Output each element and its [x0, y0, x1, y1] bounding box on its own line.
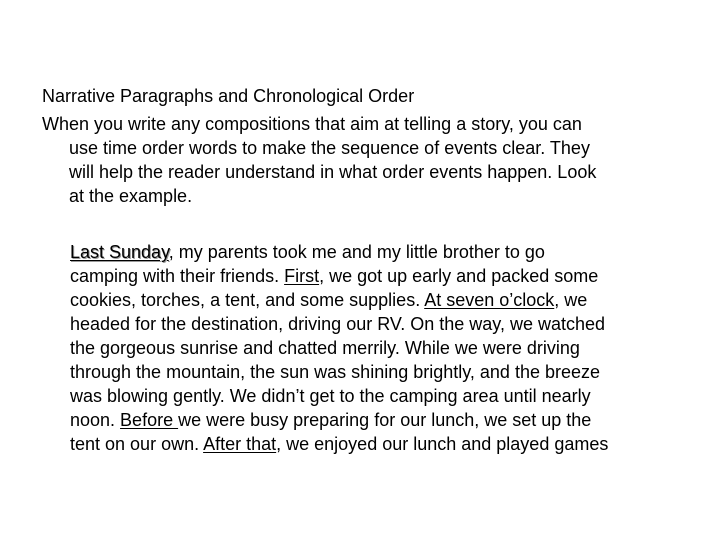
example-text: tent on our own. [70, 434, 204, 454]
example-line [70, 288, 690, 312]
example-text: camping with their friends. [70, 266, 285, 286]
intro-line: will help the reader understand in what order events happen. Look [69, 162, 597, 182]
time-order-word: At seven o’clock [424, 290, 555, 310]
example-line: was blowing gently. We didn’t get to the camping area until nearly [70, 386, 591, 406]
example-text: , we [554, 290, 588, 310]
example-line [70, 432, 690, 456]
time-order-word: After that [203, 434, 277, 454]
intro-line: When you write any compositions that aim at telling a story, you can [42, 114, 582, 134]
slide-title: Narrative Paragraphs and Chronological Order [42, 86, 415, 106]
time-order-word: Before [120, 410, 179, 430]
example-line: headed for the destination, driving our RV. On the way, we watched [70, 314, 605, 334]
intro-line: use time order words to make the sequence of events clear. They [69, 138, 590, 158]
example-text: cookies, torches, a tent, and some supplies. [70, 290, 425, 310]
intro-paragraph [42, 112, 682, 208]
example-line [70, 240, 690, 264]
example-line [70, 264, 690, 288]
intro-line: at the example. [69, 186, 193, 206]
example-text: , we enjoyed our lunch and played games [276, 434, 609, 454]
example-line: through the mountain, the sun was shining brightly, and the breeze [70, 362, 601, 382]
example-line [70, 408, 690, 432]
time-order-word: Last Sunday [70, 242, 169, 262]
time-order-word: First [284, 266, 320, 286]
example-paragraph [70, 240, 690, 456]
example-line: the gorgeous sunrise and chatted merrily. While we were driving [70, 338, 580, 358]
example-text: noon. [70, 410, 121, 430]
example-text: we were busy preparing for our lunch, we set up the [178, 410, 592, 430]
example-text: , my parents took me and my little brother to go [168, 242, 545, 262]
example-text: , we got up early and packed some [319, 266, 599, 286]
